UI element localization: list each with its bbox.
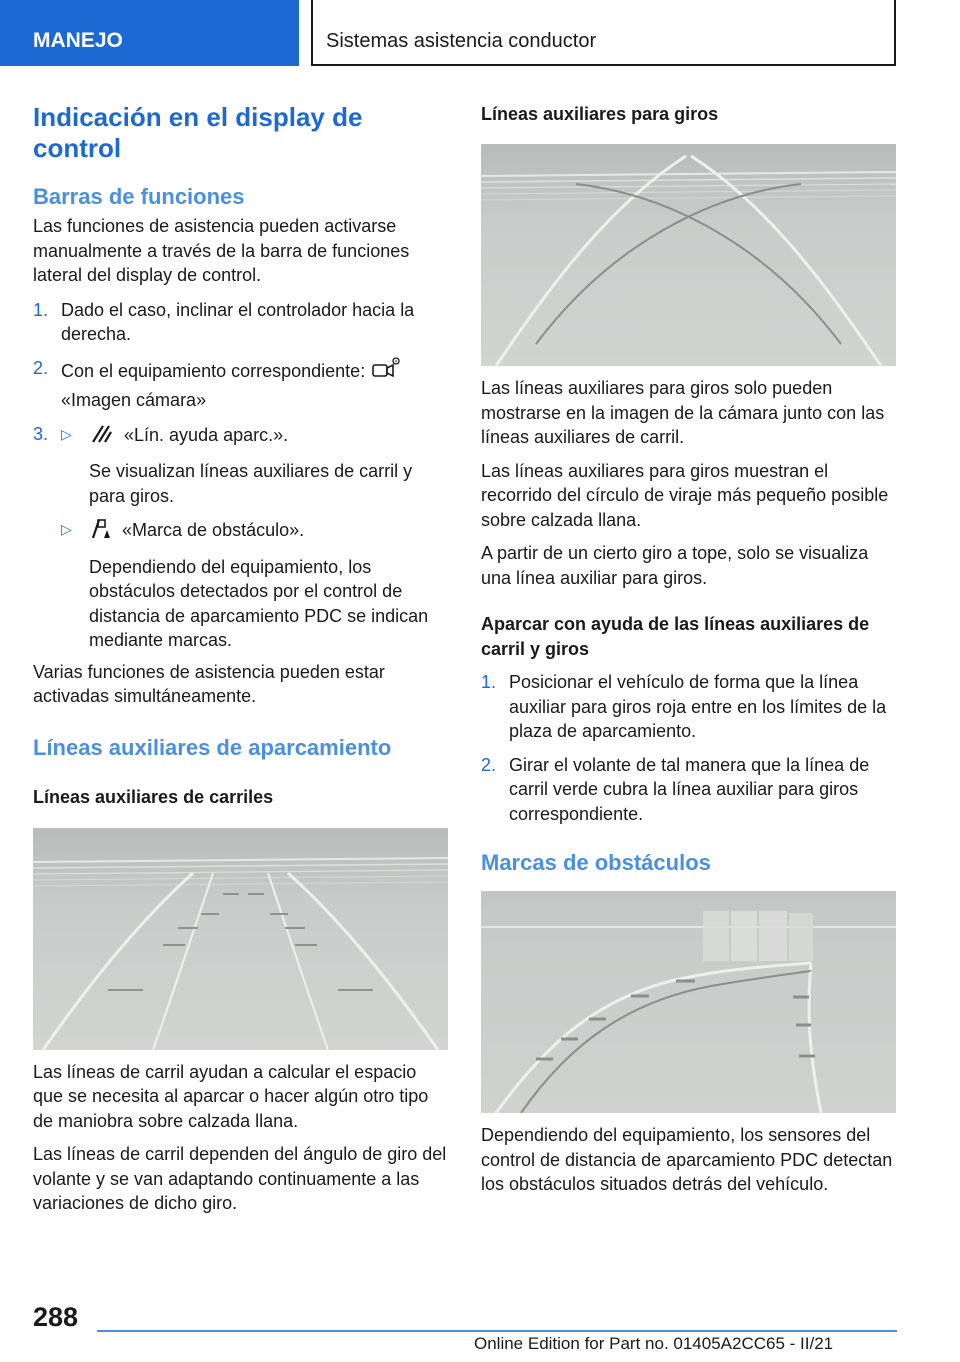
paragraph-marcas: Dependiendo del equipamiento, los sensores del control de distancia de aparcamiento PDC detectan los obstáculos situados detrás del vehículo. — [481, 1125, 893, 1194]
paragraph-carril-1: Las líneas de carril ayudan a calcular el espacio que se necesita al aparcar o hacer algún otro tipo de maniobra sobre calzada llana. — [33, 1061, 429, 1131]
step-number: 1. — [481, 672, 497, 692]
step-text: Dado el caso, inclinar el controlador hacia la derecha. — [61, 299, 415, 344]
triangle-right-icon: ▷ — [61, 425, 72, 442]
sub-label: «Marca de obstáculo». — [122, 520, 305, 540]
step-number: 2. — [33, 357, 49, 378]
heading-carriles: Líneas auxiliares de carriles — [33, 786, 274, 807]
list-item — [33, 356, 448, 413]
parking-lines-icon — [91, 422, 113, 451]
heading-barras: Barras de funciones — [33, 184, 245, 209]
right-column — [481, 102, 896, 1197]
heading-aparcar: Aparcar con ayuda de las líneas auxiliares de carril y giros — [481, 614, 870, 659]
step-text: Girar el volante de tal manera que la línea de carril verde cubra la línea auxiliar para giros correspondiente. — [509, 754, 870, 824]
list-item — [481, 753, 896, 827]
parking-steps-list — [481, 670, 896, 826]
step-text: Con el equipamiento correspondiente: — [61, 360, 366, 381]
edition-note: Online Edition for Part no. 01405A2CC65 - II/21 — [474, 1334, 834, 1353]
obstacle-marks-image — [481, 891, 896, 1113]
section-title: Indicación en el display de control — [33, 102, 363, 163]
sub-label: «Lín. ayuda aparc.». — [124, 424, 289, 445]
list-item — [33, 422, 448, 653]
paragraph-barras: Las funciones de asistencia pueden activarse manualmente a través de la barra de funciones lateral del display de control. — [33, 216, 410, 285]
page-header — [0, 0, 960, 66]
heading-lineas: Líneas auxiliares de aparcamiento — [33, 734, 392, 760]
sub-item-obstacle — [61, 517, 448, 653]
paragraph-carril-2: Las líneas de carril dependen del ángulo de giro del volante y se van adaptando continuamente a las variaciones de dicho giro. — [33, 1144, 447, 1213]
paragraph-giros-3: A partir de un cierto giro a tope, solo se visualiza una línea auxiliar para giros. — [481, 543, 869, 588]
paragraph-varias: Varias funciones de asistencia pueden estar activadas simultáneamente. — [33, 661, 385, 706]
chapter-title: Sistemas asistencia conductor — [311, 0, 896, 66]
step-number: 2. — [481, 754, 497, 775]
lane-lines-image — [33, 828, 448, 1050]
step-text-b: «Imagen cámara» — [61, 390, 207, 410]
left-column — [33, 102, 448, 1216]
sub-description: Dependiendo del equipamiento, los obstáculos detectados por el control de distancia de aparcamiento PDC se indican mediante marcas. — [89, 556, 429, 650]
heading-giros: Líneas auxiliares para giros — [481, 104, 719, 124]
list-item — [481, 670, 896, 744]
step-number: 3. — [33, 423, 49, 444]
sub-description: Se visualizan líneas auxiliares de carril y para giros. — [89, 461, 413, 506]
footer-divider — [97, 1330, 897, 1332]
paragraph-giros-1: Las líneas auxiliares para giros solo pueden mostrarse en la imagen de la cámara junto con las líneas auxiliares de carril. — [481, 378, 885, 447]
step-text: Posicionar el vehículo de forma que la línea auxiliar para giros roja entre en los límites de la plaza de aparcamiento. — [509, 672, 887, 741]
section-tab: MANEJO — [0, 0, 299, 66]
camera-settings-icon — [372, 356, 402, 389]
page-number: 288 — [33, 1302, 79, 1332]
paragraph-giros-2: Las líneas auxiliares para giros muestran el recorrido del círculo de viraje más pequeño posible sobre calzada llana. — [481, 460, 889, 530]
list-item — [33, 298, 448, 347]
triangle-right-icon: ▷ — [61, 521, 72, 537]
steps-list — [33, 298, 448, 653]
sub-item-lines — [61, 422, 448, 509]
turn-lines-image — [481, 144, 896, 366]
heading-marcas: Marcas de obstáculos — [481, 850, 711, 875]
step-number: 1. — [33, 299, 49, 320]
obstacle-marker-icon — [91, 517, 111, 546]
